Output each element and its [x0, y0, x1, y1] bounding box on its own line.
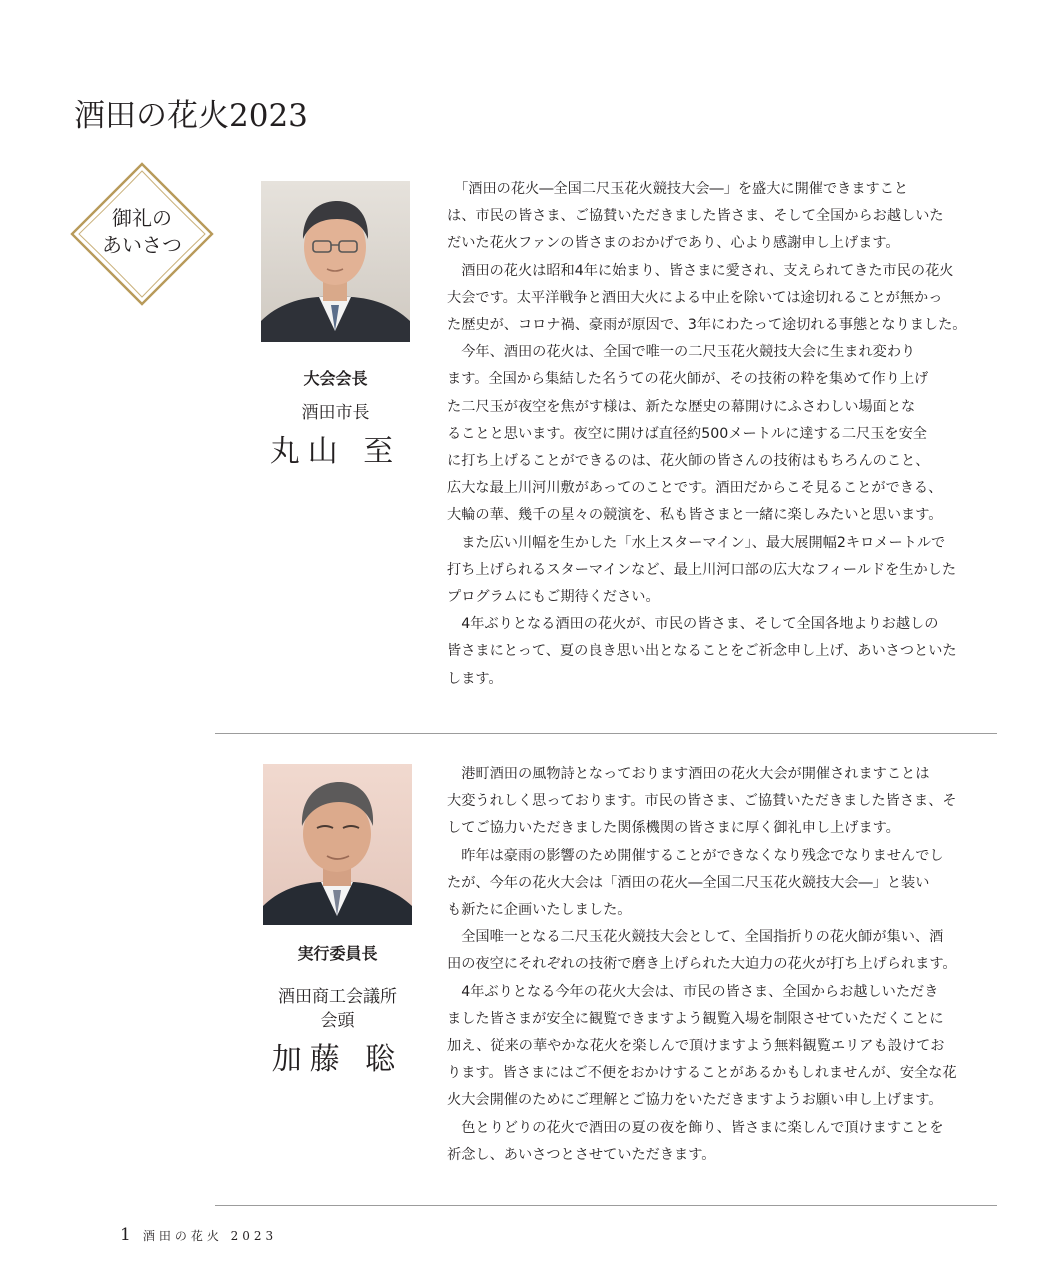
message-line: プログラムにもご期待ください。 [447, 589, 660, 606]
greeting-affiliation: 酒田商工会議所 [278, 987, 397, 1007]
greeting-role: 実行委員長 [297, 944, 378, 963]
greeting-role: 大会会長 [303, 369, 368, 388]
badge-line2: あいさつ [102, 233, 182, 257]
portrait-photo-chairman [261, 181, 410, 342]
greeting-name: 丸山 至 [269, 434, 402, 469]
message-line: 「酒田の花火―全国二尺玉花火競技大会―」を盛大に開催できますこと [447, 181, 909, 197]
message-line: に打ち上げることができるのは、花火師の皆さんの技術はもちろんのこと、 [447, 453, 930, 470]
message-line: 4年ぶりとなる今年の花火大会は、市民の皆さま、全国からお越しいただき [447, 983, 939, 1000]
message-line: も新たに企画いたしました。 [447, 902, 632, 919]
message-line: た歴史が、コロナ禍、豪雨が原因で、3年にわたって途切れる事態となりました。 [447, 317, 967, 334]
message-line: 広大な最上川河川敷があってのことです。酒田だからこそ見ることができる、 [447, 480, 943, 497]
message-line: 色とりどりの花火で酒田の夏の夜を飾り、皆さまに楽しんで頂けますことを [447, 1119, 944, 1136]
page-number: 1 [120, 1225, 131, 1245]
message-line: 打ち上げられるスターマインなど、最上川河口部の広大なフィールドを生かした [447, 561, 957, 578]
badge-line1: 御礼の [112, 206, 172, 230]
message-line: また広い川幅を生かした「水上スターマイン」、最大展開幅2キロメートルで [447, 534, 946, 551]
message-line: 大変うれしく思っております。市民の皆さま、ご協賛いただきました皆さま、そ [447, 793, 957, 810]
message-line: だいた花火ファンの皆さまのおかげであり、心より感謝申し上げます。 [447, 235, 900, 252]
message-line: た二尺玉が夜空を焦がす様は、新たな歴史の幕開けにふさわしい場面とな [447, 398, 916, 415]
page-title: 酒田の花火2023 [74, 98, 308, 134]
message-line: ることと思います。夜空に開けば直径約500メートルに達する二尺玉を安全 [447, 425, 927, 442]
message-line: 全国唯一となる二尺玉花火競技大会として、全国指折りの花火師が集い、酒 [447, 929, 944, 946]
greeting-affiliation-title: 会頭 [320, 1011, 355, 1031]
message-line: 加え、従来の華やかな花火を楽しんで頂けますよう無料観覧エリアも設けてお [447, 1038, 945, 1055]
message-line: 4年ぶりとなる酒田の花火が、市民の皆さま、そして全国各地よりお越しの [447, 616, 939, 633]
greeting-badge [68, 160, 216, 308]
message-line: 昨年は豪雨の影響のため開催することができなくなり残念でなりませんでし [447, 847, 944, 864]
message-line: たが、今年の花火大会は「酒田の花火―全国二尺玉花火競技大会―」と装い [447, 874, 930, 891]
message-line: 火大会開催のためにご理解とご協力をいただきますようお願い申し上げます。 [447, 1092, 943, 1109]
portrait-photo-committee-chair [263, 764, 412, 925]
message-line: 皆さまにとって、夏の良き思い出となることをご祈念申し上げ、あいさつといた [447, 643, 957, 660]
message-line: 酒田の花火は昭和4年に始まり、皆さまに愛され、支えられてきた市民の花火 [447, 262, 954, 279]
message-line: 大会です。太平洋戦争と酒田大火による中止を除いては途切れることが無かっ [447, 289, 943, 306]
greeting-affiliation: 酒田市長 [301, 403, 370, 423]
greeting-message-committee-chair [447, 761, 1007, 1169]
message-line: 祈念し、あいさつとさせていただきます。 [447, 1146, 716, 1163]
message-line: ます。全国から集結した名うての花火師が、その技術の粋を集めて作り上げ [447, 371, 929, 388]
message-line: します。 [447, 670, 503, 687]
section-divider [215, 1205, 997, 1206]
greeting-message-chairman [447, 176, 1007, 693]
message-line: 大輪の華、幾千の星々の競演を、私も皆さまと一緒に楽しみたいと思います。 [447, 507, 943, 524]
message-line: 田の夜空にそれぞれの技術で磨き上げられた大迫力の花火が打ち上げられます。 [447, 956, 957, 973]
message-line: 今年、酒田の花火は、全国で唯一の二尺玉花火競技大会に生まれ変わり [447, 344, 916, 361]
message-line: ました皆さまが安全に観覧できますよう観覧入場を制限させていただくことに [447, 1010, 944, 1027]
page-footer [120, 1225, 277, 1245]
footer-title: 酒田の花火 2023 [142, 1229, 278, 1243]
message-line: 港町酒田の風物詩となっております酒田の花火大会が開催されますことは [447, 766, 930, 782]
section-divider [215, 733, 997, 734]
message-line: ります。皆さまにはご不便をおかけすることがあるかもしれませんが、安全な花 [447, 1065, 957, 1082]
message-line: は、市民の皆さま、ご協賛いただきました皆さま、そして全国からお越しいた [447, 208, 944, 225]
message-line: してご協力いただきました関係機関の皆さまに厚く御礼申し上げます。 [447, 820, 900, 837]
greeting-name: 加藤 聡 [271, 1042, 404, 1077]
